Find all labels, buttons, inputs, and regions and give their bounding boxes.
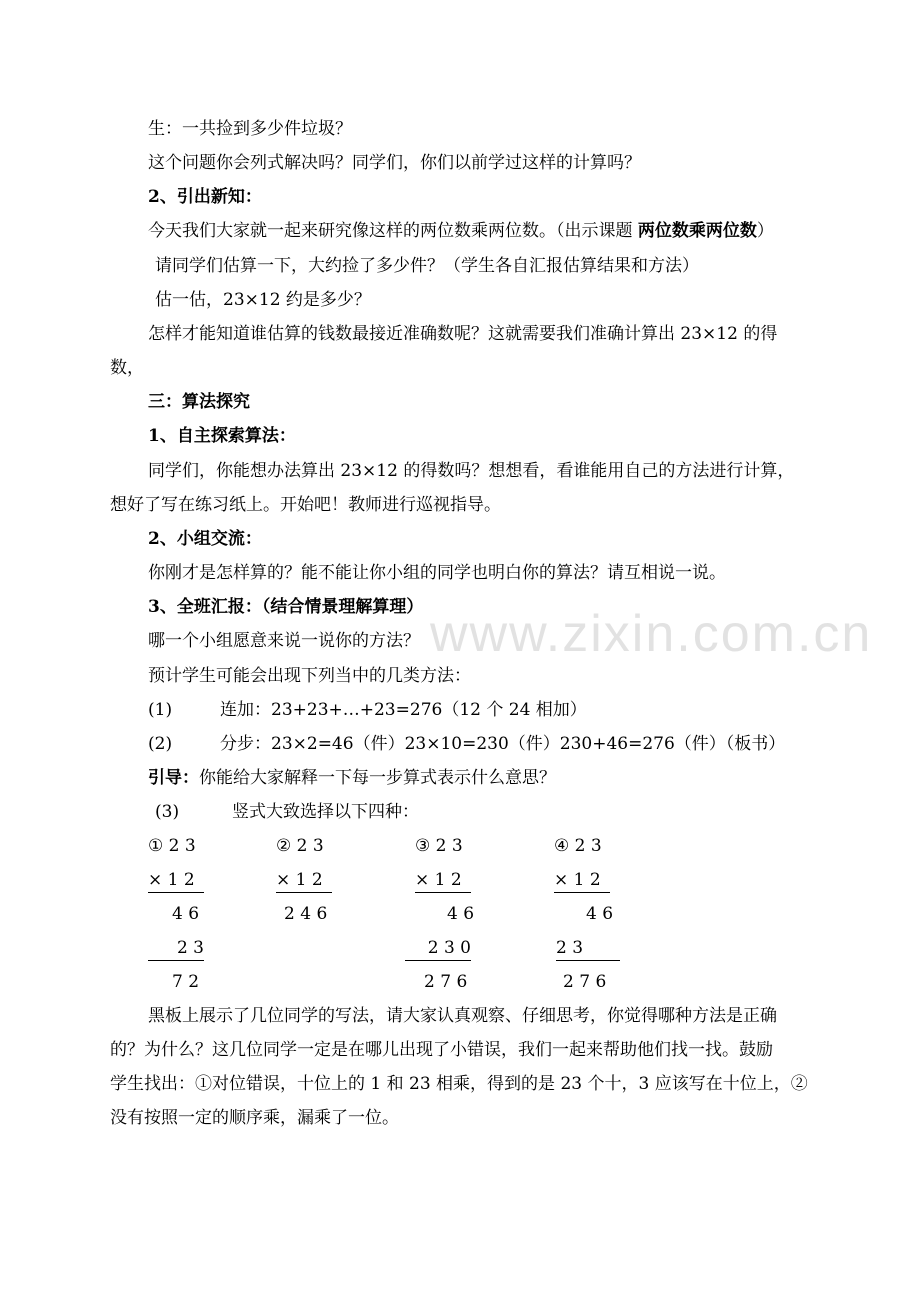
method-4-row4: 2 3 (556, 936, 620, 961)
text-line: 生：一共捡到多少件垃圾？ (148, 119, 352, 139)
text-line: 连加：23+23+…+23=276（12 个 24 相加） (220, 700, 587, 720)
text-line: 怎样才能知道谁估算的钱数最接近准确数呢？这就需要我们准确计算出 23×12 的得 (148, 324, 778, 344)
section-heading: 2、引出新知： (148, 187, 262, 207)
text-line: 想好了写在练习纸上。开始吧！教师进行巡视指导。 (110, 495, 501, 515)
method-3-row5: 2 7 6 (424, 972, 468, 992)
list-marker: (1) (148, 700, 173, 720)
text-line: 分步：23×2=46（件）23×10=230（件）230+46=276（件）（板书） (220, 734, 786, 754)
method-4-row5: 2 7 6 (563, 972, 607, 992)
list-marker: (2) (148, 734, 173, 754)
section-heading: 三：算法探究 (148, 392, 250, 412)
section-heading: 3、全班汇报：（结合情景理解算理） (148, 597, 424, 617)
method-4-row2: × 1 2 (554, 868, 610, 893)
method-2-row2: × 1 2 (276, 868, 332, 893)
text-line: 没有按照一定的顺序乘，漏乘了一位。 (110, 1108, 399, 1128)
section-heading: 2、小组交流： (148, 529, 262, 549)
list-marker: (3) (155, 802, 180, 822)
text-line: 同学们，你能想办法算出 23×12 的得数吗？想想看，看谁能用自己的方法进行计算， (148, 461, 795, 481)
section-heading: 1、自主探索算法： (148, 426, 296, 446)
text-line (148, 766, 556, 790)
method-1-row5: 7 2 (172, 972, 200, 992)
text-line: 学生找出：①对位错误，十位上的 1 和 23 相乘，得到的是 23 个十，3 应该写在十位上，② (110, 1074, 808, 1094)
method-3-row4: 2 3 0 (405, 936, 471, 961)
method-1-row1: ① 2 3 (148, 836, 196, 856)
text-line: 估一估，23×12 约是多少？ (155, 290, 371, 310)
text-line: 哪一个小组愿意来说一说你的方法？ (148, 631, 420, 651)
text-span: 你能给大家解释一下每一步算式表示什么意思？ (199, 768, 556, 788)
text-line: 数， (110, 358, 144, 378)
method-1-row4: 2 3 (148, 936, 204, 961)
text-line: 请同学们估算一下，大约捡了多少件？（学生各自汇报估算结果和方法） (155, 256, 699, 276)
method-2-row3: 2 4 6 (284, 904, 328, 924)
guide-label: 引导： (148, 768, 199, 788)
text-line: 你刚才是怎样算的？能不能让你小组的同学也明白你的算法？请互相说一说。 (148, 563, 726, 583)
text-line: 这个问题你会列式解决吗？同学们，你们以前学过这样的计算吗？ (148, 153, 641, 173)
method-4-row3: 4 6 (586, 904, 614, 924)
text-span: 今天我们大家就一起来研究像这样的两位数乘两位数。（出示课题 (148, 221, 638, 241)
watermark: www.zixin.com.cn (430, 605, 873, 663)
text-line: 黑板上展示了几位同学的写法，请大家认真观察、仔细思考，你觉得哪种方法是正确 (148, 1006, 777, 1026)
method-3-row1: ③ 2 3 (415, 836, 463, 856)
method-3-row3: 4 6 (447, 904, 475, 924)
text-line: 竖式大致选择以下四种： (232, 802, 419, 822)
method-1-row2: × 1 2 (148, 868, 204, 893)
lesson-title: 两位数乘两位数 (637, 221, 757, 241)
method-3-row2: × 1 2 (415, 868, 471, 893)
method-1-row3: 4 6 (172, 904, 200, 924)
text-span: ） (756, 221, 774, 241)
text-line: 预计学生可能会出现下列当中的几类方法： (148, 666, 471, 686)
method-4-row1: ④ 2 3 (554, 836, 602, 856)
method-2-row1: ② 2 3 (276, 836, 324, 856)
text-line: 的？为什么？这几位同学一定是在哪儿出现了小错误，我们一起来帮助他们找一找。鼓励 (110, 1040, 773, 1060)
text-line (148, 219, 774, 243)
